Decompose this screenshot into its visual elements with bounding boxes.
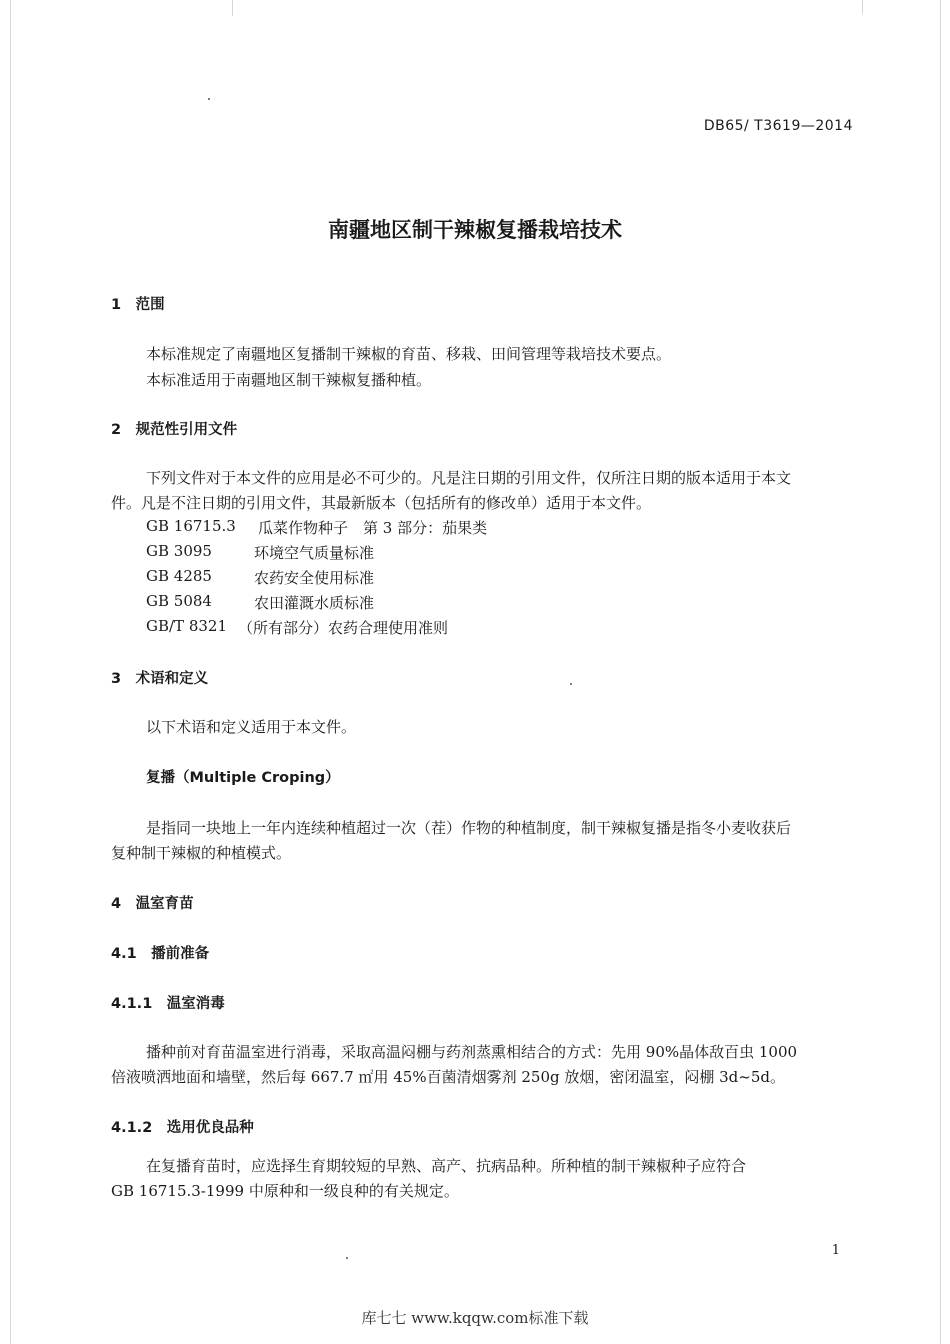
footer-watermark-text: 库七七 www.kqqw.com标准下载	[361, 1309, 589, 1327]
scan-edge-right	[940, 0, 941, 1344]
reference-title: 农田灌溉水质标准	[254, 594, 375, 612]
scan-edge-left	[10, 0, 11, 1344]
section-1-heading: 1 范围	[111, 297, 165, 313]
reference-code: GB 4285	[146, 567, 212, 585]
subsection-4-1-2-heading: 4.1.2 选用优良品种	[111, 1120, 254, 1136]
term-heading: 复播（Multiple Croping）	[146, 770, 340, 786]
scan-edge-top-mark	[232, 0, 233, 16]
reference-title: 瓜菜作物种子 第 3 部分：茄果类	[258, 519, 488, 537]
subsection-4-1-1-heading: 4.1.1 温室消毒	[111, 996, 225, 1012]
reference-code: GB 5084	[146, 592, 212, 610]
section-4-heading: 4 温室育苗	[111, 896, 194, 912]
document-title: 南疆地区制干辣椒复播栽培技术	[328, 218, 622, 242]
section-2-paragraph-line-1: 下列文件对于本文件的应用是必不可少的。凡是注日期的引用文件，仅所注日期的版本适用于本文	[146, 469, 792, 487]
section-2-heading: 2 规范性引用文件	[111, 422, 238, 438]
scan-speck	[570, 683, 572, 685]
reference-title: （所有部分）农药合理使用准则	[238, 619, 449, 637]
section-2-paragraph-line-2: 件。凡是不注日期的引用文件，其最新版本（包括所有的修改单）适用于本文件。	[111, 494, 652, 512]
document-number: DB65/ T3619—2014	[703, 118, 853, 134]
scan-speck	[208, 98, 210, 100]
subsection-4-1-heading: 4.1 播前准备	[111, 946, 210, 962]
reference-code: GB 3095	[146, 542, 212, 560]
subsection-4-1-1-line-2: 倍液喷洒地面和墙壁，然后每 667.7 ㎡用 45%百菌清烟雾剂 250g 放烟，密闭温室，闷棚 3d~5d。	[111, 1068, 785, 1086]
reference-title: 农药安全使用标准	[254, 569, 375, 587]
reference-code: GB 16715.3	[146, 517, 236, 535]
subsection-4-1-2-line-1: 在复播育苗时，应选择生育期较短的早熟、高产、抗病品种。所种植的制干辣椒种子应符合	[146, 1157, 747, 1175]
term-definition-line-1: 是指同一块地上一年内连续种植超过一次（茬）作物的种植制度，制干辣椒复播是指冬小麦收获后	[146, 819, 792, 837]
reference-title: 环境空气质量标准	[254, 544, 375, 562]
section-1-paragraph-1: 本标准规定了南疆地区复播制干辣椒的育苗、移栽、田间管理等栽培技术要点。	[146, 345, 672, 363]
subsection-4-1-1-line-1: 播种前对育苗温室进行消毒，采取高温闷棚与药剂蒸熏相结合的方式：先用 90%晶体敌百虫 1000	[146, 1043, 798, 1061]
section-3-heading: 3 术语和定义	[111, 671, 209, 687]
scan-speck	[346, 1257, 348, 1259]
reference-code: GB/T 8321	[146, 617, 228, 635]
section-1-paragraph-2: 本标准适用于南疆地区制干辣椒复播种植。	[146, 371, 432, 389]
term-definition-line-2: 复种制干辣椒的种植模式。	[111, 844, 292, 862]
scan-edge-top-mark-2	[862, 0, 863, 14]
page-number: 1	[831, 1243, 840, 1258]
section-3-paragraph-1: 以下术语和定义适用于本文件。	[146, 718, 357, 736]
subsection-4-1-2-line-2: GB 16715.3-1999 中原种和一级良种的有关规定。	[111, 1182, 459, 1200]
